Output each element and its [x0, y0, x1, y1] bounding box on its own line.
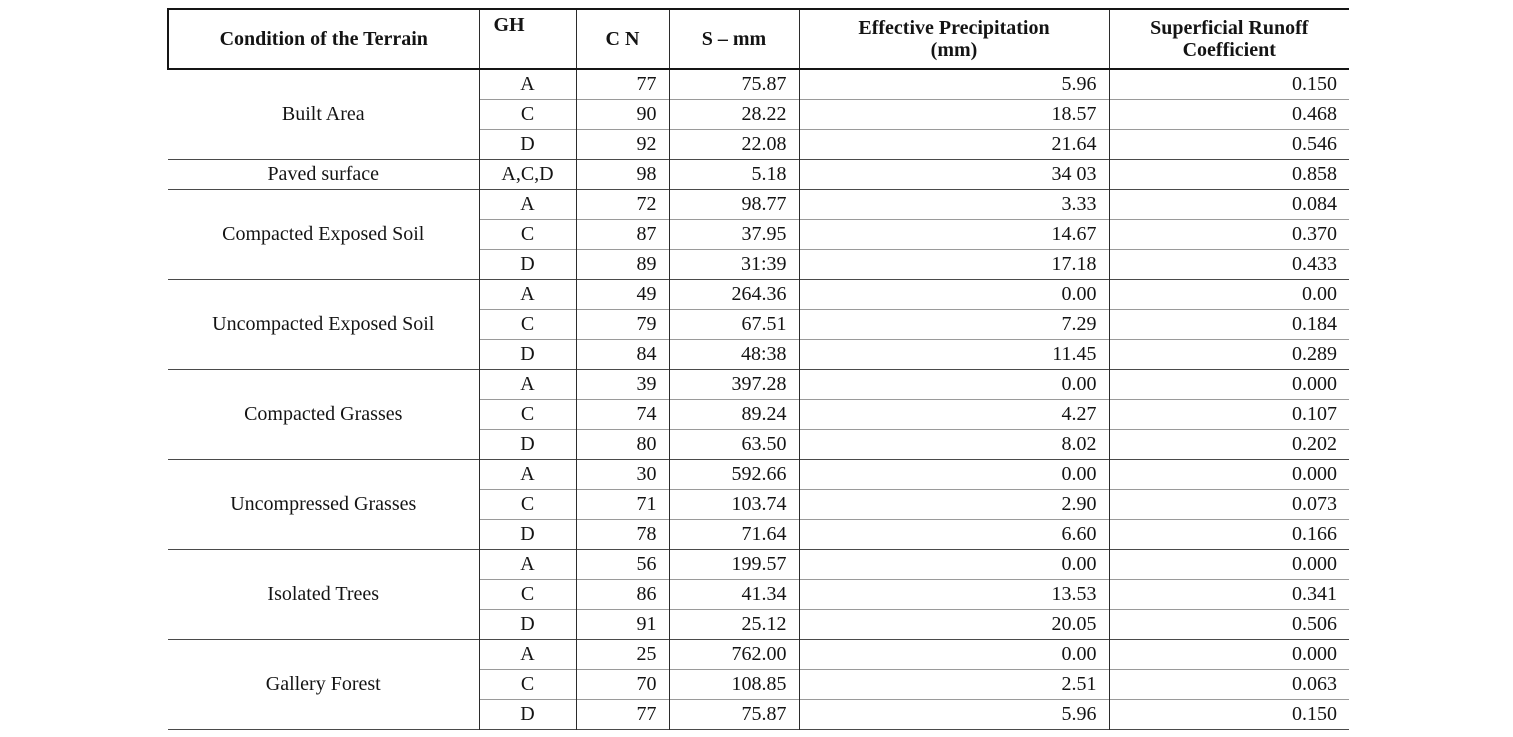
cn-cell: 80	[576, 429, 669, 459]
precip-cell: 0.00	[799, 549, 1109, 579]
table-row	[168, 159, 1349, 189]
s-mm-cell: 397.28	[669, 369, 799, 399]
s-mm-cell: 75.87	[669, 69, 799, 99]
runoff-cell: 0.063	[1109, 669, 1349, 699]
cn-cell: 25	[576, 639, 669, 669]
condition-cell: Compacted Exposed Soil	[168, 189, 479, 279]
s-mm-cell: 103.74	[669, 489, 799, 519]
col-header-s-mm: S – mm	[669, 9, 799, 69]
condition-cell: Isolated Trees	[168, 549, 479, 639]
gh-cell: A	[479, 459, 576, 489]
runoff-cell: 0.184	[1109, 309, 1349, 339]
col-header-precip-line1: Effective Precipitation	[858, 17, 1050, 39]
gh-cell: D	[479, 339, 576, 369]
s-mm-cell: 762.00	[669, 639, 799, 669]
runoff-cell: 0.150	[1109, 699, 1349, 729]
precip-cell: 2.51	[799, 669, 1109, 699]
precip-cell: 5.96	[799, 699, 1109, 729]
runoff-coefficient-table	[167, 8, 1349, 730]
cn-cell: 71	[576, 489, 669, 519]
col-header-superficial-runoff	[1109, 9, 1349, 69]
runoff-cell: 0.546	[1109, 129, 1349, 159]
s-mm-cell: 25.12	[669, 609, 799, 639]
s-mm-cell: 108.85	[669, 669, 799, 699]
precip-cell: 6.60	[799, 519, 1109, 549]
gh-cell: D	[479, 249, 576, 279]
precip-cell: 14.67	[799, 219, 1109, 249]
gh-cell: C	[479, 489, 576, 519]
gh-cell: C	[479, 579, 576, 609]
cn-cell: 72	[576, 189, 669, 219]
cn-cell: 90	[576, 99, 669, 129]
cn-cell: 79	[576, 309, 669, 339]
gh-cell: C	[479, 219, 576, 249]
condition-cell: Built Area	[168, 69, 479, 159]
col-header-precip-line2: (mm)	[930, 39, 978, 61]
s-mm-cell: 41.34	[669, 579, 799, 609]
precip-cell: 0.00	[799, 279, 1109, 309]
runoff-cell: 0.00	[1109, 279, 1349, 309]
gh-cell: C	[479, 309, 576, 339]
condition-cell: Uncompacted Exposed Soil	[168, 279, 479, 369]
table-row	[168, 369, 1349, 399]
precip-cell: 4.27	[799, 399, 1109, 429]
col-header-condition: Condition of the Terrain	[168, 9, 479, 69]
table-row	[168, 279, 1349, 309]
gh-cell: A	[479, 369, 576, 399]
runoff-cell: 0.084	[1109, 189, 1349, 219]
runoff-cell: 0.370	[1109, 219, 1349, 249]
condition-cell: Compacted Grasses	[168, 369, 479, 459]
cn-cell: 77	[576, 69, 669, 99]
cn-cell: 78	[576, 519, 669, 549]
gh-cell: D	[479, 129, 576, 159]
runoff-cell: 0.073	[1109, 489, 1349, 519]
s-mm-cell: 63.50	[669, 429, 799, 459]
gh-cell: C	[479, 669, 576, 699]
s-mm-cell: 264.36	[669, 279, 799, 309]
s-mm-cell: 75.87	[669, 699, 799, 729]
col-header-gh: GH	[479, 9, 576, 69]
runoff-cell: 0.107	[1109, 399, 1349, 429]
s-mm-cell: 22.08	[669, 129, 799, 159]
runoff-cell: 0.000	[1109, 369, 1349, 399]
col-header-cn: C N	[576, 9, 669, 69]
col-header-runoff-line1: Superficial Runoff	[1150, 17, 1309, 39]
gh-cell: A	[479, 279, 576, 309]
gh-cell: C	[479, 99, 576, 129]
s-mm-cell: 5.18	[669, 159, 799, 189]
precip-cell: 5.96	[799, 69, 1109, 99]
precip-cell: 17.18	[799, 249, 1109, 279]
precip-cell: 21.64	[799, 129, 1109, 159]
gh-cell: D	[479, 429, 576, 459]
runoff-cell: 0.150	[1109, 69, 1349, 99]
precip-cell: 13.53	[799, 579, 1109, 609]
s-mm-cell: 98.77	[669, 189, 799, 219]
condition-cell: Paved surface	[168, 159, 479, 189]
header-row	[168, 9, 1349, 69]
cn-cell: 39	[576, 369, 669, 399]
runoff-cell: 0.468	[1109, 99, 1349, 129]
col-header-effective-precipitation	[799, 9, 1109, 69]
gh-cell: D	[479, 519, 576, 549]
s-mm-cell: 199.57	[669, 549, 799, 579]
condition-cell: Gallery Forest	[168, 639, 479, 729]
cn-cell: 70	[576, 669, 669, 699]
precip-cell: 18.57	[799, 99, 1109, 129]
condition-cell: Uncompressed Grasses	[168, 459, 479, 549]
gh-cell: C	[479, 399, 576, 429]
cn-cell: 86	[576, 579, 669, 609]
cn-cell: 92	[576, 129, 669, 159]
precip-cell: 11.45	[799, 339, 1109, 369]
s-mm-cell: 48:38	[669, 339, 799, 369]
precip-cell: 0.00	[799, 369, 1109, 399]
gh-cell: A	[479, 549, 576, 579]
cn-cell: 74	[576, 399, 669, 429]
table-row	[168, 639, 1349, 669]
runoff-cell: 0.858	[1109, 159, 1349, 189]
cn-cell: 30	[576, 459, 669, 489]
precip-cell: 20.05	[799, 609, 1109, 639]
gh-cell: D	[479, 609, 576, 639]
s-mm-cell: 37.95	[669, 219, 799, 249]
s-mm-cell: 67.51	[669, 309, 799, 339]
cn-cell: 49	[576, 279, 669, 309]
s-mm-cell: 592.66	[669, 459, 799, 489]
gh-cell: A,C,D	[479, 159, 576, 189]
runoff-cell: 0.202	[1109, 429, 1349, 459]
gh-cell: D	[479, 699, 576, 729]
cn-cell: 98	[576, 159, 669, 189]
precip-cell: 7.29	[799, 309, 1109, 339]
runoff-cell: 0.289	[1109, 339, 1349, 369]
gh-cell: A	[479, 69, 576, 99]
col-header-runoff-line2: Coefficient	[1182, 39, 1276, 61]
table-row	[168, 69, 1349, 99]
s-mm-cell: 31:39	[669, 249, 799, 279]
precip-cell: 0.00	[799, 639, 1109, 669]
gh-cell: A	[479, 189, 576, 219]
runoff-cell: 0.166	[1109, 519, 1349, 549]
cn-cell: 89	[576, 249, 669, 279]
precip-cell: 3.33	[799, 189, 1109, 219]
table-row	[168, 189, 1349, 219]
runoff-cell: 0.341	[1109, 579, 1349, 609]
cn-cell: 84	[576, 339, 669, 369]
precip-cell: 34 03	[799, 159, 1109, 189]
cn-cell: 87	[576, 219, 669, 249]
precip-cell: 0.00	[799, 459, 1109, 489]
cn-cell: 56	[576, 549, 669, 579]
runoff-cell: 0.506	[1109, 609, 1349, 639]
gh-cell: A	[479, 639, 576, 669]
runoff-cell: 0.433	[1109, 249, 1349, 279]
runoff-cell: 0.000	[1109, 549, 1349, 579]
s-mm-cell: 89.24	[669, 399, 799, 429]
precip-cell: 2.90	[799, 489, 1109, 519]
s-mm-cell: 71.64	[669, 519, 799, 549]
table-body	[168, 69, 1349, 729]
cn-cell: 77	[576, 699, 669, 729]
table-row	[168, 459, 1349, 489]
table-row	[168, 549, 1349, 579]
runoff-cell: 0.000	[1109, 639, 1349, 669]
cn-cell: 91	[576, 609, 669, 639]
runoff-cell: 0.000	[1109, 459, 1349, 489]
s-mm-cell: 28.22	[669, 99, 799, 129]
precip-cell: 8.02	[799, 429, 1109, 459]
